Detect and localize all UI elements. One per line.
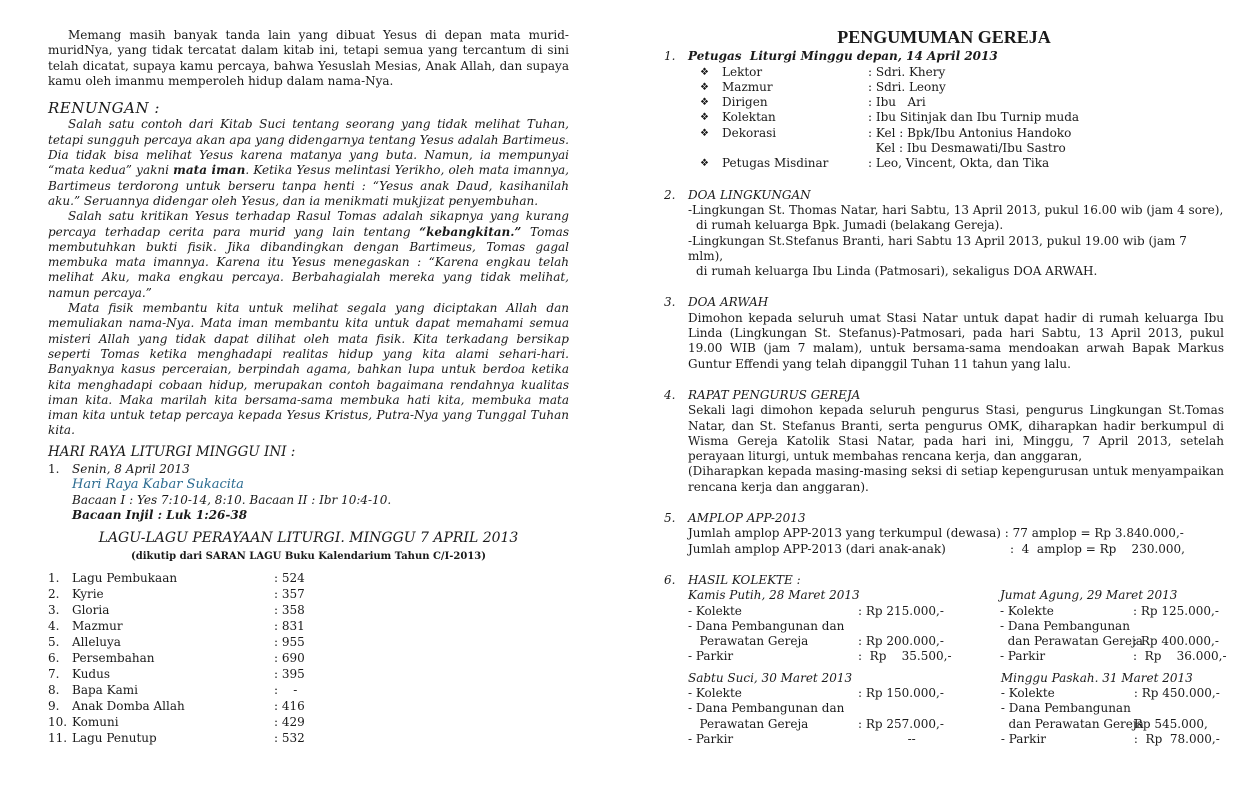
section-2-title: DOA LINGKUNGAN (688, 187, 811, 202)
section-5-line-2 (688, 542, 1224, 557)
diamond-bullet-icon: ❖ (700, 158, 709, 170)
section-2-body (664, 203, 1224, 279)
lagu-title: LAGU-LAGU PERAYAAN LITURGI. MINGGU 7 APRIL 2013 (98, 530, 519, 547)
section-2-line-3: -Lingkungan St.Stefanus Branti, hari Sabtu 13 April 2013, pukul 19.00 wib (jam 7 mlm), (688, 233, 1187, 263)
officer-role: Dekorasi (722, 125, 777, 140)
officer-role (722, 141, 868, 156)
kolekte-amount: -- (858, 731, 916, 746)
section-3-title: DOA ARWAH (688, 295, 769, 310)
kolekte-label: - Kolekte (688, 603, 742, 618)
diamond-bullet-icon: ❖ (700, 81, 709, 93)
kolekte-line (1001, 732, 1224, 747)
intro-paragraph: Memang masih banyak tanda lain yang dibuat Yesus di depan mata murid-muridNya, yang tidak tercatat dalam kitab ini, tetapi semua yang tercantum di sini telah dicatat, supaya kamu percaya, bahwa Yesuslah Mesias, Anak Allah, dan supaya kamu oleh imanmu memperoleh hidup dalam nama-Nya. (48, 28, 569, 88)
section-5-line-2-value: : 4 amplop = Rp 230.000, (1010, 541, 1185, 556)
song-row (48, 682, 569, 698)
song-number: 6. (48, 650, 60, 665)
kolekte-line (1001, 717, 1224, 732)
officer-list (664, 65, 1224, 172)
diamond-bullet-icon: ❖ (700, 127, 709, 139)
kolekte-label: Perawatan Gereja (688, 634, 809, 649)
officer-row (664, 110, 1224, 125)
section-3-number: 3. (664, 295, 676, 310)
renungan-p2-text-end: Tomas membutuhkan bukti fisik. Jika dibandingkan dengan Bartimeus, Tomas gagal membuka mata imannya. Karena itu Yesus menegaskan : “Karena engkau telah melihat Aku, maka engkau percaya. Berbahagialah mereka yang tidak melihat, namun percaya.” (48, 224, 569, 300)
officer-name: : Leo, Vincent, Okta, dan Tika (868, 156, 1050, 171)
renungan-heading: RENUNGAN : (48, 99, 160, 118)
kolekte-amount: : Rp 450.000,- (1133, 685, 1220, 700)
kolekte-label: - Parkir (688, 731, 734, 746)
kolekte-line (688, 732, 977, 747)
section-6-number: 6. (664, 572, 676, 587)
song-page: : 357 (274, 586, 305, 601)
diamond-bullet-icon: ❖ (700, 112, 709, 124)
kolekte-block (1000, 588, 1227, 664)
officer-name: : Sdri. Khery (868, 64, 946, 79)
section-4-body: Sekali lagi dimohon kepada seluruh pengurus Stasi, pengurus Lingkungan St.Tomas Natar, dan St. Stefanus Branti, serta pengurus OMK, diharapkan hadir berkumpul di Wisma Gereja Katolik Stasi Natar, pada hari ini, Minggu, 7 April 2013, setelah perayaan liturgi, untuk membahas rencana kerja, dan anggaran, (688, 403, 1224, 464)
song-title: Komuni (72, 714, 119, 729)
song-page: : 955 (274, 634, 305, 649)
song-title: Persembahan (72, 650, 155, 665)
section-4-heading (664, 388, 1224, 403)
song-number: 5. (48, 634, 60, 649)
page-title: PENGUMUMAN GEREJA (837, 27, 1051, 47)
song-title: Lagu Pembukaan (72, 570, 178, 585)
kolekte-line (1000, 604, 1224, 619)
song-number: 9. (48, 698, 60, 713)
song-title: Lagu Penutup (72, 730, 157, 745)
kolekte-line (1000, 634, 1224, 649)
song-row (48, 570, 569, 586)
officer-row (664, 95, 1224, 110)
hari-raya-bacaan: Bacaan I : Yes 7:10-14, 8:10. Bacaan II : Ibr 10:4-10. (72, 492, 392, 507)
kolekte-label: - Parkir (688, 649, 734, 664)
song-page: : 524 (274, 570, 305, 585)
section-5-number: 5. (664, 511, 676, 526)
kolekte-block (688, 588, 976, 664)
renungan-p1-text-end: . Ketika Yesus melintasi Yerikho, oleh mata imannya, Bartimeus terdorong untuk berseru tanpa henti : “Yesus anak Daud, kasihanilah aku.” Seruannya didengar oleh Yesus, dan ia menikmati mukjizat penyembuhan. (48, 163, 569, 208)
officer-name: : Ibu Ari (868, 95, 926, 110)
officer-role: Lektor (722, 64, 763, 79)
song-title: Bapa Kami (72, 682, 138, 697)
officer-role: Kolektan (722, 110, 776, 125)
officer-role: Dirigen (722, 95, 768, 110)
song-row (48, 650, 569, 666)
kolekte-line (1000, 619, 1224, 634)
officer-row (664, 80, 1224, 95)
kolekte-line (688, 701, 977, 716)
kolekte-block (1001, 671, 1224, 747)
song-page: : 429 (274, 714, 305, 729)
song-title: Kyrie (72, 586, 104, 601)
officer-name: : Ibu Sitinjak dan Ibu Turnip muda (868, 110, 1080, 125)
song-number: 4. (48, 618, 60, 633)
renungan-p2-bold: “kebangkitan.” (419, 224, 522, 239)
officer-row (664, 126, 1224, 141)
kolekte-label: - Dana Pembangunan dan (688, 701, 845, 716)
song-number: 7. (48, 666, 60, 681)
officer-row (664, 141, 1224, 156)
song-title: Alleluya (72, 634, 121, 649)
kolekte-amount: : Rp 200.000,- (858, 634, 944, 649)
section-1-title (688, 49, 998, 64)
section-5-title: AMPLOP APP-2013 (688, 511, 806, 526)
diamond-bullet-icon: ❖ (700, 66, 709, 78)
kolekte-label: dan Perawatan Gereja (1000, 716, 1144, 731)
officer-row (664, 156, 1224, 171)
song-row (48, 714, 569, 730)
section-1-title-a: Petugas (688, 49, 742, 64)
song-title: Gloria (72, 602, 110, 617)
song-page: : 690 (274, 650, 305, 665)
section-2-number: 2. (664, 187, 676, 202)
kolekte-block (688, 671, 977, 747)
song-row (48, 618, 569, 634)
kolekte-line (688, 604, 976, 619)
right-column (664, 27, 1227, 747)
section-5-line-2-label: Jumlah amplop APP-2013 (dari anak-anak) (688, 541, 946, 556)
song-number: 3. (48, 602, 60, 617)
renungan-paragraph-3: Mata fisik membantu kita untuk melihat segala yang diciptakan Allah dan memuliakan nama-Nya. Mata iman membantu kita untuk dapat memahami semua misteri Allah yang tidak dapat dilihat oleh mata fisik. Kita terkadang bersikap seperti Tomas ketika menghadapi realitas hidup yang kita alami sehari-hari. Banyaknya kasus perceraian, berpindah agama, bahkan lupa untuk berdoa ketika kita menghadapi cobaan hidup, merupakan contoh bagaimana rendahnya kualitas iman kita. Maka marilah kita bersama-sama membuka hati kita, membuka mata iman kita untuk tetap percaya kepada Yesus Kristus, Putra-Nya yang Tunggal Tuhan kita. (48, 301, 569, 438)
kolekte-amount: : Rp 78.000,- (1133, 731, 1220, 746)
kolekte-label: - Dana Pembangunan (1000, 701, 1131, 716)
lagu-subtitle: (dikutip dari SARAN LAGU Buku Kalendarium Tahun C/I-2013) (131, 550, 486, 562)
officer-role: Mazmur (722, 79, 773, 94)
song-page: : 395 (274, 666, 305, 681)
section-5-heading (664, 511, 1224, 526)
kolekte-amount: : Rp 36.000,- (1133, 649, 1227, 664)
kolekte-date: Jumat Agung, 29 Maret 2013 (1000, 588, 1178, 603)
song-row (48, 634, 569, 650)
kolekte-date: Sabtu Suci, 30 Maret 2013 (688, 670, 853, 685)
hari-raya-name: Hari Raya Kabar Sukacita (72, 477, 244, 493)
song-title: Anak Domba Allah (72, 698, 185, 713)
kolekte-date: Kamis Putih, 28 Maret 2013 (688, 588, 860, 603)
section-4-body-note: (Diharapkan kepada masing-masing seksi di setiap kepengurusan untuk menyampaikan rencana kerja dan anggaran). (688, 464, 1224, 494)
song-page: : 416 (274, 698, 305, 713)
section-4-title: RAPAT PENGURUS GEREJA (688, 387, 861, 402)
song-row (48, 666, 569, 682)
hari-raya-details (72, 462, 391, 523)
officer-row (664, 65, 1224, 80)
kolekte-line (688, 686, 977, 701)
section-1-number: 1. (664, 49, 676, 64)
section-4-number: 4. (664, 387, 676, 402)
renungan-p1-bold: mata iman (173, 163, 246, 178)
kolekte-label: Perawatan Gereja (688, 716, 809, 731)
hari-raya-entry (48, 462, 569, 523)
kolekte-amount: : Rp 257.000,- (858, 716, 944, 731)
kolekte-amount: : Rp 400.000,- (1133, 634, 1219, 649)
hari-raya-date: Senin, 8 April 2013 (72, 462, 190, 477)
kolekte-label: - Kolekte (688, 685, 742, 700)
section-2-line-4: di rumah keluarga Ibu Linda (Patmosari), sekaligus DOA ARWAH. (696, 264, 1098, 279)
song-number: 8. (48, 682, 60, 697)
renungan-paragraph-2 (48, 209, 569, 301)
kolekte-amount: Rp 545.000, (1133, 716, 1208, 731)
kolekte-label: - Parkir (1000, 731, 1047, 746)
section-6-title: HASIL KOLEKTE : (688, 572, 801, 587)
kolekte-line (1000, 649, 1227, 664)
song-page: : 532 (274, 730, 305, 745)
kolekte-label: - Dana Pembangunan (1000, 618, 1130, 633)
song-row (48, 698, 569, 714)
officer-name: : Sdri. Leony (868, 79, 946, 94)
song-number: 1. (48, 570, 60, 585)
kolekte-amount: : Rp 150.000,- (858, 685, 944, 700)
kolekte-line (688, 717, 977, 732)
kolekte-line (688, 649, 976, 664)
renungan-paragraph-1 (48, 117, 569, 209)
renungan-p1-text: Salah satu contoh dari Kitab Suci tentang seorang yang tidak melihat Tuhan, tetapi sungguh percaya akan apa yang didengarnya tentang Yesus adalah Bartimeus. Dia tidak bisa melihat Yesus karena matanya yang buta. Namun, ia mempunyai “mata kedua” yakni (48, 117, 569, 178)
section-1-heading (664, 49, 1224, 64)
renungan-p2-text: Salah satu kritikan Yesus terhadap Rasul Tomas adalah sikapnya yang kurang percaya terhadap cerita para murid yang lain tentang (48, 209, 569, 239)
officer-role: Petugas Misdinar (722, 156, 829, 171)
song-page: : 831 (274, 618, 305, 633)
section-3-body: Dimohon kepada seluruh umat Stasi Natar untuk dapat hadir di rumah keluarga Ibu Linda (Lingkungan St. Stefanus)-Patmosari, pada hari Sabtu, 13 April 2013, pukul 19.00 WIB (jam 7 malam), untuk bersama-sama mendoakan arwah Bapak Markus Guntur Effendi yang telah dipanggil Tuhan 11 tahun yang lalu. (688, 310, 1224, 371)
kolekte-label: - Kolekte (1000, 685, 1055, 700)
officer-name: : Kel : Bpk/Ibu Antonius Handoko (868, 125, 1072, 140)
song-row (48, 730, 569, 746)
kolekte-line (1001, 686, 1224, 701)
song-number: 2. (48, 586, 60, 601)
song-number: 11. (48, 730, 68, 745)
song-list (48, 570, 569, 746)
kolekte-label: - Parkir (1000, 649, 1046, 664)
section-5-line-1: Jumlah amplop APP-2013 yang terkumpul (dewasa) : 77 amplop = Rp 3.840.000,- (688, 526, 1184, 541)
kolekte-amount: : Rp 35.500,- (858, 649, 952, 664)
kolekte-amount: : Rp 125.000,- (1133, 603, 1219, 618)
section-5-body (664, 526, 1224, 557)
hari-raya-number: 1. (48, 462, 60, 477)
kolekte-line (688, 634, 976, 649)
kolekte-row-2 (664, 671, 1224, 747)
kolekte-date: Minggu Paskah. 31 Maret 2013 (1000, 670, 1193, 685)
section-1-title-b: Liturgi Minggu depan, 14 April 2013 (749, 49, 998, 64)
song-page: : - (274, 682, 298, 697)
diamond-bullet-icon: ❖ (700, 97, 709, 109)
officer-name: Kel : Ibu Desmawati/Ibu Sastro (868, 141, 1066, 156)
kolekte-amount: : Rp 215.000,- (858, 603, 944, 618)
kolekte-line (1001, 701, 1224, 716)
kolekte-label: - Dana Pembangunan dan (688, 618, 845, 633)
section-2-heading (664, 188, 1224, 203)
song-page: : 358 (274, 602, 305, 617)
kolekte-label: - Kolekte (1000, 603, 1054, 618)
section-2-line-1: -Lingkungan St. Thomas Natar, hari Sabtu, 13 April 2013, pukul 16.00 wib (jam 4 sore), (688, 202, 1224, 217)
song-number: 10. (48, 714, 68, 729)
left-column (48, 28, 569, 746)
section-6-heading (664, 573, 1224, 588)
hari-raya-injil: Bacaan Injil : Luk 1:26-38 (72, 507, 248, 522)
song-title: Mazmur (72, 618, 123, 633)
song-title: Kudus (72, 666, 110, 681)
song-row (48, 586, 569, 602)
kolekte-label: dan Perawatan Gereja (1000, 634, 1143, 649)
song-row (48, 602, 569, 618)
diamond-bullet-icon (700, 141, 722, 156)
kolekte-line (688, 619, 976, 634)
section-2-line-2: di rumah keluarga Bpk. Jumadi (belakang Gereja). (696, 218, 1004, 233)
hari-raya-heading: HARI RAYA LITURGI MINGGU INI : (48, 443, 296, 460)
kolekte-row-1 (664, 588, 1227, 664)
section-3-heading (664, 295, 1224, 310)
